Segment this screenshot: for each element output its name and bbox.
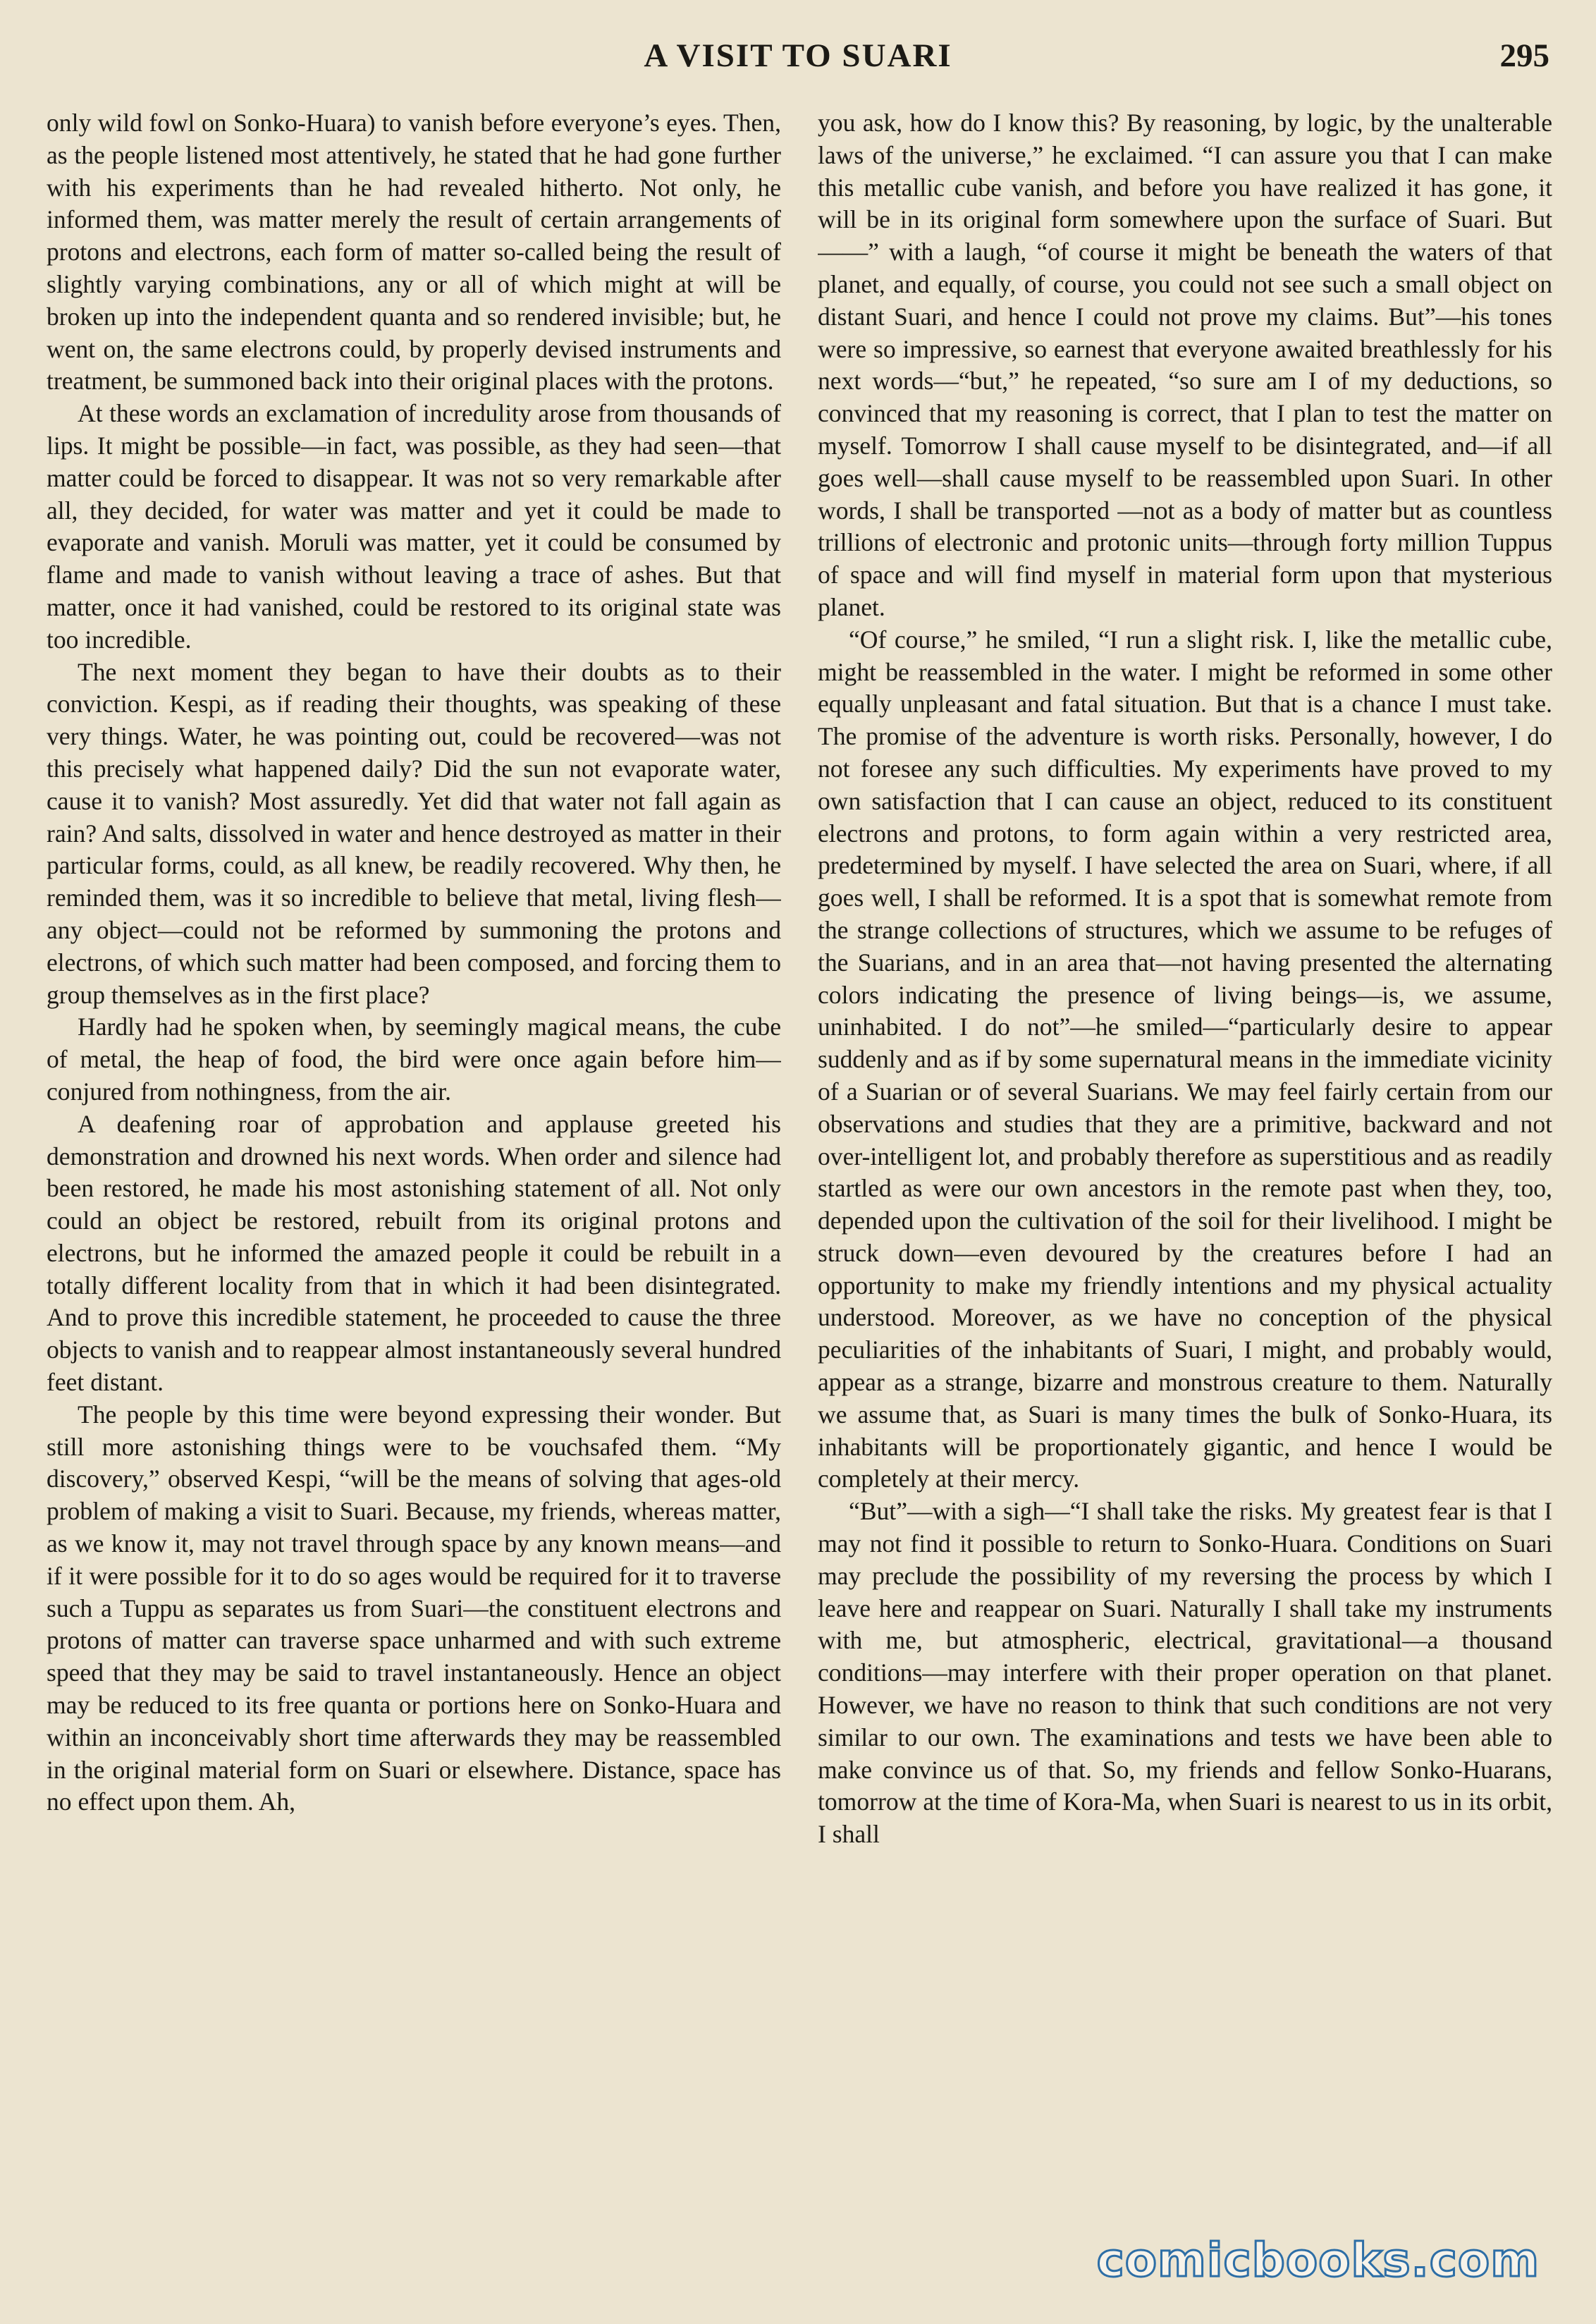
paragraph: “Of course,” he smiled, “I run a slight risk. I, like the metallic cube, might be reassembled in the water. I might be reformed in some other equally unpleasant and fatal situation. But that is a chance I must take. The promise of the adventure is worth risks. Personally, however, I do not foresee any such difficulties. My experiments have proved to my own satisfaction that I can cause an object, reduced to its constituent electrons and protons, to form again within a very restricted area, predetermined by myself. I have selected the area on Suari, where, if all goes well, I shall be reformed. It is a spot that is somewhat remote from the strange collections of structures, which we assume to be refuges of the Suarians, and in an area that—not having presented the alternating colors indicating the presence of living beings—is, we assume, uninhabited. I do not”—he smiled—“particularly desire to appear suddenly and as if by some supernatural means in the immediate vicinity of a Suarian or of several Suarians. We may feel fairly certain from our observations and studies that they are a primitive, backward and not over-intelligent lot, and probably therefore as superstitious and as readily startled as were our own ancestors in the remote past when they, too, depended upon the cultivation of the soil for their livelihood. I might be struck down—even devoured by the creatures before I had an opportunity to make my friendly intentions and my physical actuality understood. Moreover, as we have no conception of the physical peculiarities of the inhabitants of Suari, I might, and probably would, appear as a strange, bizarre and monstrous creature to them. Naturally we assume that, as Suari is many times the bulk of Sonko-Huara, its inhabitants will be proportionately gigantic, and hence I would be completely at their mercy.: [818, 625, 1552, 1493]
paragraph: At these words an exclamation of incredulity arose from thousands of lips. It might be possible—in fact, was possible, as they had seen—that matter could be forced to disappear. It was not so very remarkable after all, they decided, for water was matter and yet it could be made to evaporate and vanish. Moruli was matter, yet it could be consumed by flame and made to vanish without leaving a trace of ashes. But that matter, once it had vanished, could be restored to its original state was too incredible.: [47, 399, 781, 654]
paragraph: you ask, how do I know this? By reasoning, by logic, by the unalterable laws of the universe,” he exclaimed. “I can assure you that I can make this metallic cube vanish, and before you have realized it has gone, it will be in its original form somewhere upon the surface of Suari. But——” with a laugh, “of course it might be beneath the waters of that planet, and equally, of course, you could not see such a small object on distant Suari, and hence I could not prove my claims. But”—his tones were so impressive, so earnest that everyone awaited breathlessly for his next words—“but,” he repeated, “so sure am I of my deductions, so convinced that my reasoning is correct, that I plan to test the matter on myself. Tomorrow I shall cause myself to be disintegrated, and—if all goes well—shall cause myself to be reassembled upon Suari. In other words, I shall be transported —not as a body of matter but as countless trillions of electronic and protonic units—through forty million Tuppus of space and will find myself in material form upon that mysterious planet.: [818, 109, 1552, 621]
left-text-column: [47, 107, 781, 2300]
page-title: A VISIT TO SUARI: [644, 37, 952, 74]
running-head: [0, 37, 1596, 79]
page-number: 295: [1499, 37, 1549, 74]
paragraph: The next moment they began to have their doubts as to their conviction. Kespi, as if reading their thoughts, was speaking of these very things. Water, he was pointing out, could be recovered—was not this precisely what happened daily? Did the sun not evaporate water, cause it to vanish? Most assuredly. Yet did that water not fall again as rain? And salts, dissolved in water and hence destroyed as matter in their particular forms, could, as all knew, be readily recovered. Why then, he reminded them, was it so incredible to believe that metal, living flesh—any object—could not be reformed by summoning the protons and electrons, of which such matter had been composed, and forcing them to group themselves as in the first place?: [47, 657, 781, 1009]
paragraph: “But”—with a sigh—“I shall take the risks. My greatest fear is that I may not find it possible to return to Sonko-Huara. Conditions on Suari may preclude the possibility of my reversing the process by which I leave here and reappear on Suari. Naturally I shall take my instruments with me, but atmospheric, electrical, gravitational—a thousand conditions—may interfere with their proper operation on that planet. However, we have no reason to think that such conditions are not very similar to our own. The examinations and tests we have been able to make convince us of that. So, my friends and fellow Sonko-Huarans, tomorrow at the time of Kora-Ma, when Suari is nearest to us in its orbit, I shall: [818, 1497, 1552, 1849]
watermark-logo: comicbooks.com: [1096, 2233, 1540, 2287]
paragraph: only wild fowl on Sonko-Huara) to vanish before everyone’s eyes. Then, as the people listened most attentively, he stated that he had gone further with his experiments than he had revealed hitherto. Not only, he informed them, was matter merely the result of certain arrangements of protons and electrons, each form of matter so-called being the result of slightly varying combinations, any or all of which might at will be broken up into the independent quanta and so rendered invisible; but, he went on, the same electrons could, by properly devised instruments and treatment, be summoned back into their original places with the protons.: [47, 109, 781, 396]
right-text-column: [818, 107, 1552, 2300]
paragraph: A deafening roar of approbation and applause greeted his demonstration and drowned his next words. When order and silence had been restored, he made his most astonishing statement of all. Not only could an object be restored, rebuilt from its original protons and electrons, but he informed the amazed people it could be rebuilt in a totally different locality from that in which it had been disintegrated. And to prove this incredible statement, he proceeded to cause the three objects to vanish and to reappear almost instantaneously several hundred feet distant.: [47, 1109, 781, 1397]
paragraph: Hardly had he spoken when, by seemingly magical means, the cube of metal, the heap of food, the bird were once again before him—conjured from nothingness, from the air.: [47, 1013, 781, 1106]
paragraph: The people by this time were beyond expressing their wonder. But still more astonishing things were to be vouchsafed them. “My discovery,” observed Kespi, “will be the means of solving that ages-old problem of making a visit to Suari. Because, my friends, whereas matter, as we know it, may not travel through space by any known means—and if it were possible for it to do so ages would be required for it to traverse such a Tuppu as separates us from Suari—the constituent electrons and protons of matter can traverse space unharmed and with such extreme speed that they may be said to travel instantaneously. Hence an object may be reduced to its free quanta or portions here on Sonko-Huara and within an inconceivably short time afterwards they may be reassembled in the original material form on Suari or elsewhere. Distance, space has no effect upon them. Ah,: [47, 1400, 781, 1816]
